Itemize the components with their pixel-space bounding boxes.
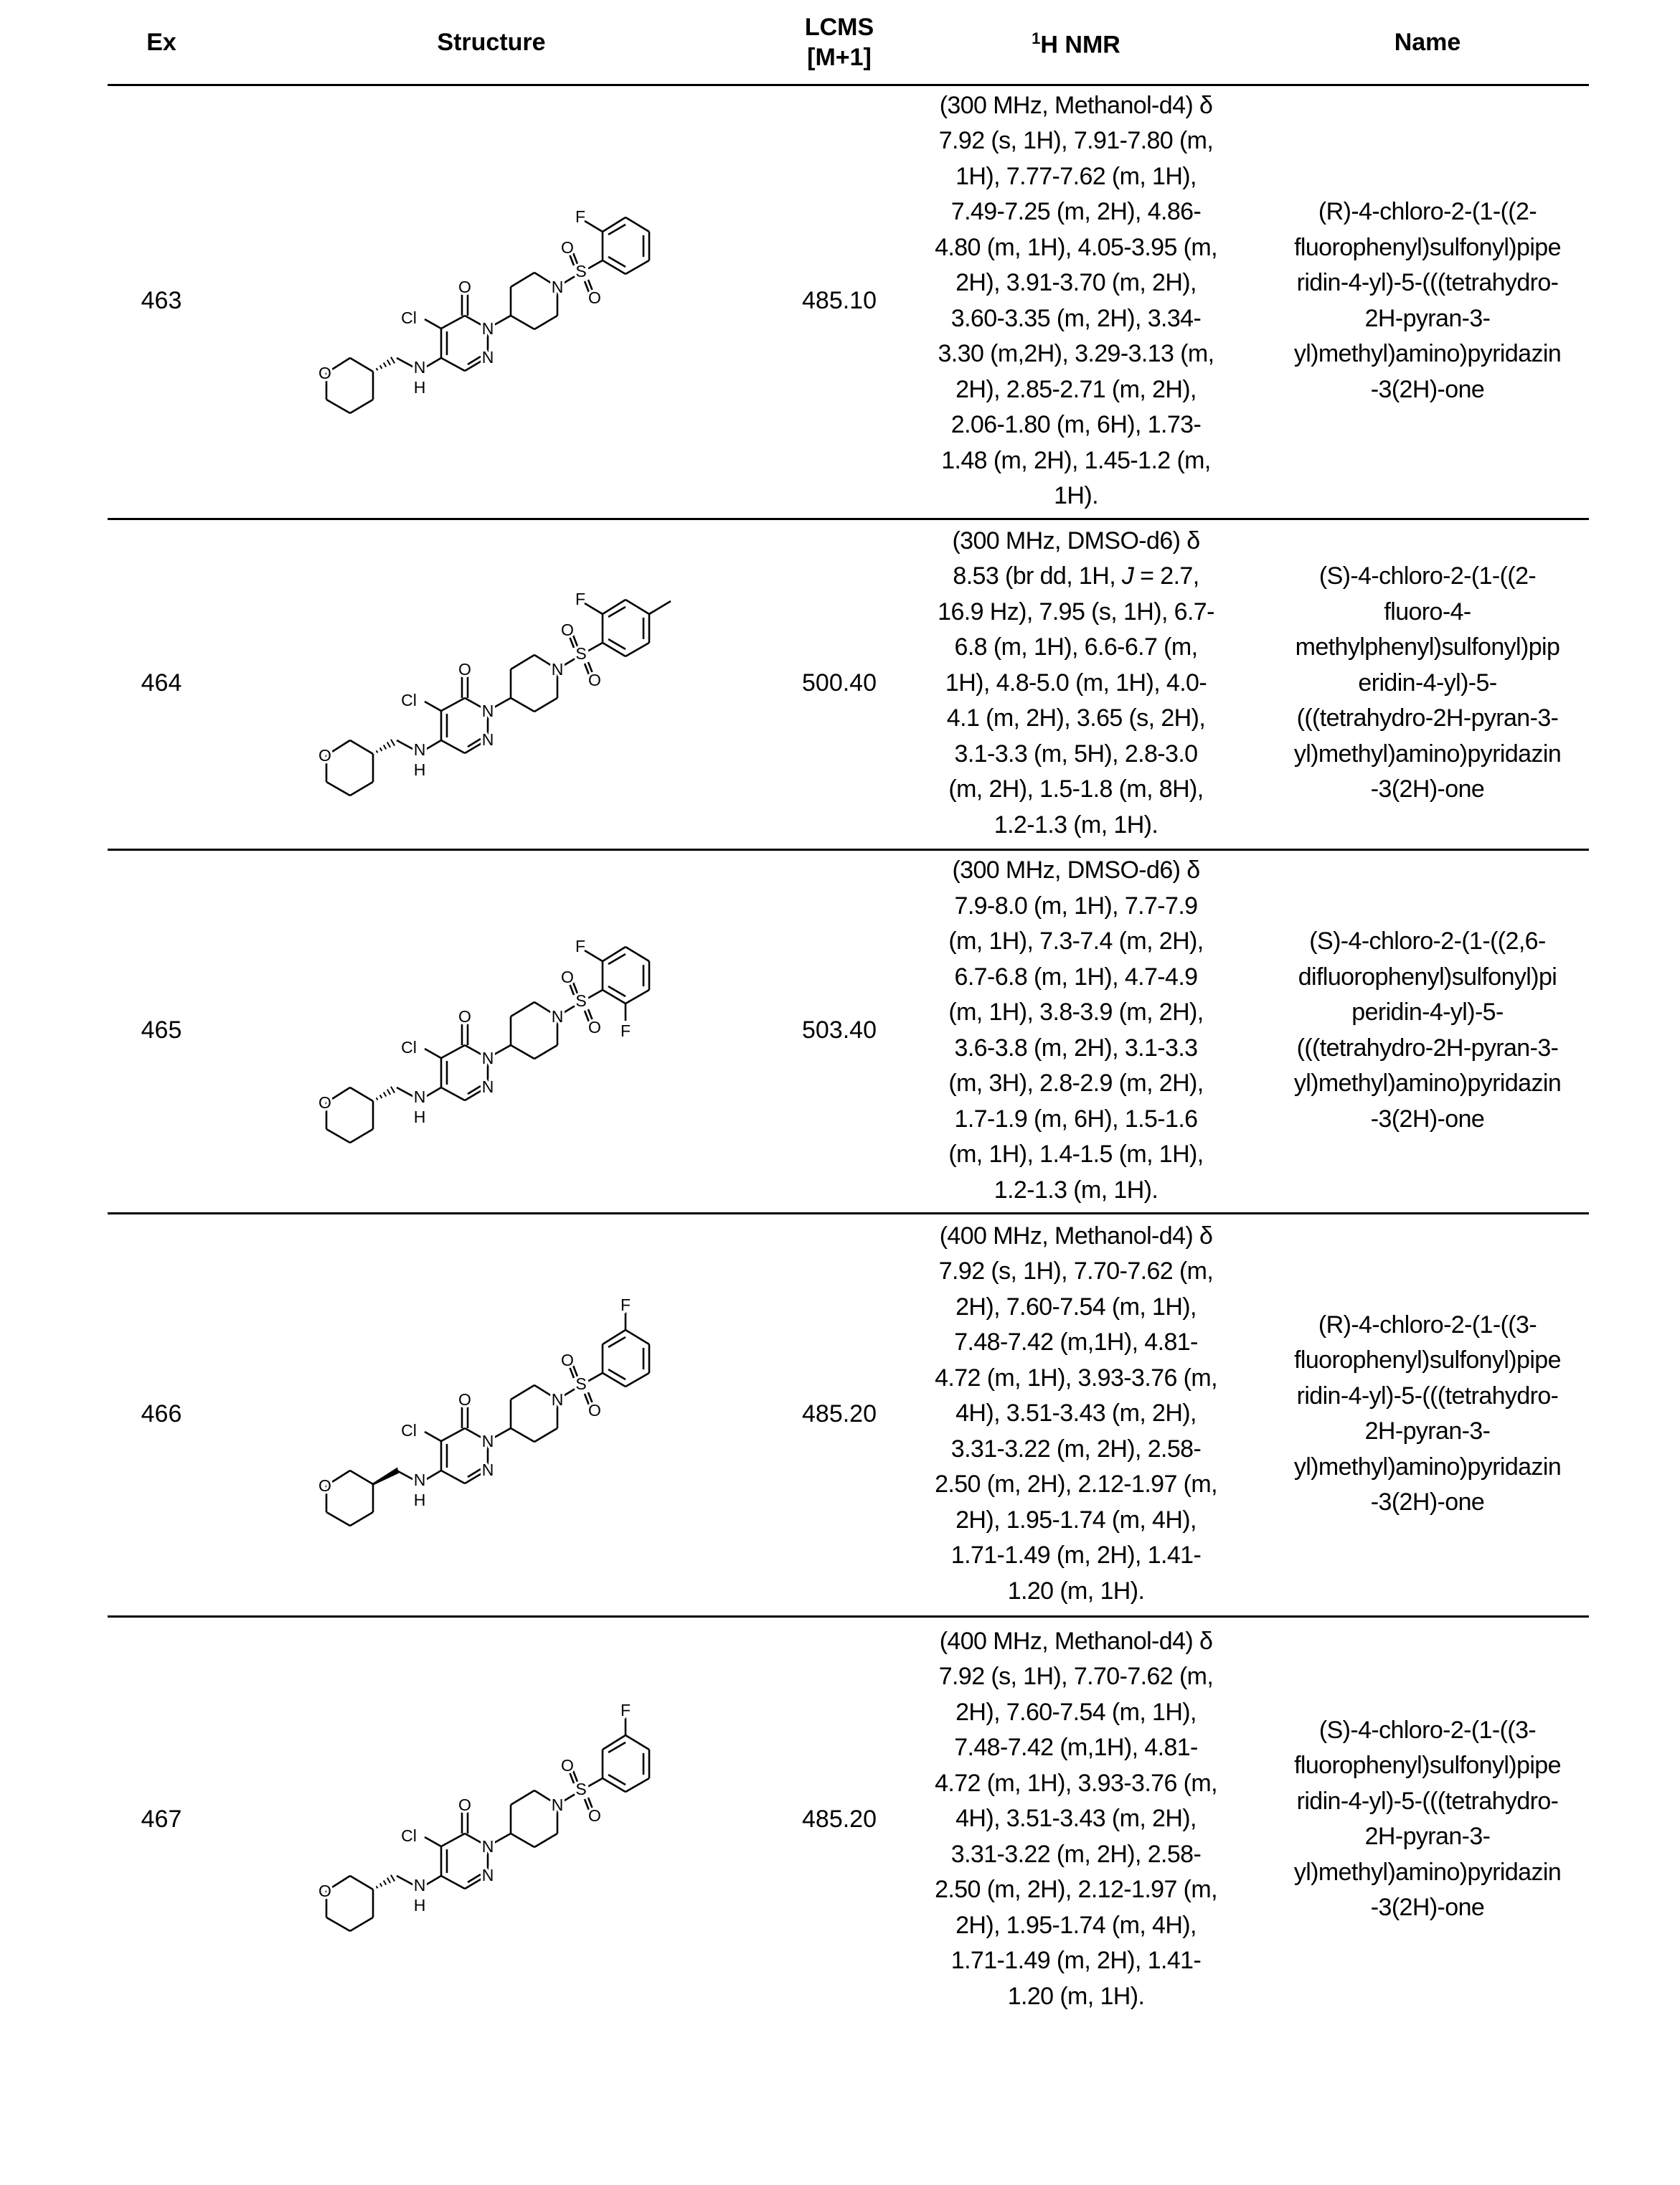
compound-name-line: ridin-4-yl)-5-(((tetrahydro-: [1297, 265, 1559, 301]
nmr-line: (300 MHz, DMSO-d6) δ: [952, 853, 1199, 889]
bond: [380, 1095, 382, 1098]
bond: [585, 221, 603, 232]
atom-label: H: [414, 1896, 426, 1915]
bond: [511, 1002, 534, 1016]
bond: [425, 1087, 441, 1097]
compound-name-line: methylphenyl)sulfonyl)pip: [1296, 630, 1560, 666]
nmr-line: 7.92 (s, 1H), 7.70-7.62 (m,: [939, 1659, 1214, 1695]
nmr-line: 3.1-3.3 (m, 5H), 2.8-3.0: [955, 737, 1198, 773]
atom-label: F: [620, 1021, 631, 1040]
bond: [384, 362, 387, 367]
bond: [626, 947, 649, 961]
bond: [425, 319, 441, 329]
header-name: Name: [1255, 0, 1600, 84]
nmr-line: (m, 1H), 3.8-3.9 (m, 2H),: [948, 995, 1203, 1031]
bond: [441, 1045, 465, 1058]
atom-label: H: [414, 1108, 426, 1126]
nmr-line: 4.72 (m, 1H), 3.93-3.76 (m,: [935, 1766, 1217, 1802]
atom-label: F: [575, 207, 585, 226]
compound-name-line: (((tetrahydro-2H-pyran-3-: [1297, 1031, 1559, 1067]
compound-name-cell: [1255, 84, 1600, 518]
bond: [603, 1373, 626, 1387]
atom-label: N: [482, 319, 494, 338]
bond: [377, 1098, 378, 1100]
bond: [534, 1045, 557, 1059]
bond: [425, 1876, 441, 1885]
atom-label: O: [318, 746, 331, 765]
bond: [626, 1735, 649, 1750]
nmr-line: 3.31-3.22 (m, 2H), 2.58-: [951, 1837, 1201, 1873]
compound-name-line: (S)-4-chloro-2-(1-((2,6-: [1309, 924, 1545, 960]
atom-label: S: [575, 644, 586, 663]
bond: [534, 316, 557, 329]
bond: [350, 1512, 373, 1526]
nmr-line: 7.48-7.42 (m,1H), 4.81-: [954, 1325, 1198, 1361]
nmr-line: 7.92 (s, 1H), 7.70-7.62 (m,: [939, 1254, 1214, 1290]
nmr-line: 2H), 7.60-7.54 (m, 1H),: [955, 1695, 1197, 1731]
atom-label: H: [414, 760, 426, 779]
structure-cell: [273, 1212, 710, 1615]
chemical-structure: [291, 562, 692, 806]
atom-label: O: [458, 660, 471, 679]
bond: [350, 782, 373, 796]
nmr-line: 7.92 (s, 1H), 7.91-7.80 (m,: [939, 123, 1214, 159]
bond: [350, 1471, 373, 1484]
header-lcms: [782, 0, 897, 84]
nmr-line: 7.48-7.42 (m,1H), 4.81-: [954, 1730, 1198, 1766]
atom-label: H: [414, 1491, 426, 1509]
header-ex: Ex: [108, 0, 215, 84]
compound-name-line: peridin-4-yl)-5-: [1351, 995, 1503, 1031]
nmr-line: 1.71-1.49 (m, 2H), 1.41-: [951, 1943, 1201, 1979]
bond: [441, 1471, 465, 1483]
table-row: [108, 1212, 1589, 1618]
bond: [511, 655, 534, 669]
bond: [350, 1917, 373, 1931]
nmr-line: 1H), 7.77-7.62 (m, 1H),: [955, 159, 1197, 195]
bond: [603, 1330, 626, 1344]
atom-label: O: [458, 1007, 471, 1026]
nmr-cell: [897, 1212, 1255, 1615]
nmr-line: 7.9-8.0 (m, 1H), 7.7-7.9: [955, 889, 1198, 925]
nmr-line: 1H), 4.8-5.0 (m, 1H), 4.0-: [945, 666, 1207, 702]
bond: [391, 357, 395, 363]
lcms-value: 503.40: [782, 849, 897, 1212]
bond: [350, 740, 373, 754]
nmr-line: 1H).: [1054, 478, 1098, 514]
atom-label: S: [575, 1374, 586, 1393]
atom-label: O: [588, 1018, 601, 1037]
nmr-line: 2H), 2.85-2.71 (m, 2H),: [955, 372, 1197, 408]
structure-cell: [273, 849, 710, 1212]
atom-label: O: [588, 288, 601, 307]
nmr-line: 2.50 (m, 2H), 2.12-1.97 (m,: [935, 1467, 1217, 1503]
atom-label: O: [458, 1390, 471, 1409]
nmr-line: 1.20 (m, 1H).: [1008, 1979, 1145, 2015]
atom-label: O: [588, 1806, 601, 1825]
header-lcms-line1: LCMS: [805, 14, 874, 41]
atom-label: Cl: [401, 1421, 417, 1440]
compound-name-line: difluorophenyl)sulfonyl)pi: [1298, 960, 1557, 996]
nmr-line: 2H), 3.91-3.70 (m, 2H),: [955, 265, 1197, 301]
bond: [384, 745, 387, 749]
bond: [425, 740, 441, 750]
compound-name-line: ridin-4-yl)-5-(((tetrahydro-: [1297, 1379, 1559, 1415]
bond: [511, 1834, 534, 1847]
nmr-line: 4.1 (m, 2H), 3.65 (s, 2H),: [947, 701, 1205, 737]
nmr-line: 6.7-6.8 (m, 1H), 4.7-4.9: [955, 960, 1198, 996]
atom-label: O: [561, 968, 574, 986]
compound-name-cell: [1255, 518, 1600, 849]
bond: [603, 217, 626, 232]
atom-label: N: [482, 1837, 494, 1856]
nmr-line: 2H), 1.95-1.74 (m, 4H),: [955, 1908, 1197, 1944]
chemical-structure: [291, 909, 692, 1153]
bond: [387, 742, 390, 747]
bond: [441, 1428, 465, 1441]
table-row: [108, 1615, 1589, 2023]
bond: [441, 316, 465, 329]
bond: [326, 782, 350, 796]
compound-name-cell: [1255, 1212, 1600, 1615]
bond: [603, 260, 626, 274]
bond: [397, 358, 414, 367]
atom-label: O: [458, 1795, 471, 1814]
bond: [441, 1876, 465, 1889]
atom-label: S: [575, 991, 586, 1010]
atom-label: N: [482, 1432, 494, 1450]
nmr-line: (m, 3H), 2.8-2.9 (m, 2H),: [948, 1066, 1203, 1102]
atom-label: F: [620, 1296, 631, 1314]
atom-label: F: [620, 1701, 631, 1719]
nmr-line: 3.30 (m,2H), 3.29-3.13 (m,: [938, 336, 1214, 372]
bond: [425, 358, 441, 367]
atom-label: O: [588, 671, 601, 689]
atom-label: N: [482, 702, 494, 720]
bond: [603, 1735, 626, 1750]
atom-label: N: [482, 1049, 494, 1067]
bond: [511, 1790, 534, 1805]
compound-name-line: 2H-pyran-3-: [1365, 1819, 1491, 1855]
nmr-line: 1.7-1.9 (m, 6H), 1.5-1.6: [955, 1102, 1198, 1138]
bond: [380, 747, 382, 751]
bond: [391, 1086, 395, 1092]
bond: [377, 1886, 378, 1888]
bond: [387, 1089, 390, 1094]
bond: [511, 273, 534, 287]
atom-label: S: [575, 262, 586, 280]
atom-label: O: [318, 1882, 331, 1900]
bond: [380, 1883, 382, 1887]
bond: [377, 368, 378, 370]
atom-label: N: [552, 278, 564, 296]
bond: [511, 1428, 534, 1442]
atom-label: F: [575, 590, 585, 608]
bond: [384, 1092, 387, 1096]
bond: [326, 400, 350, 413]
atom-label: N: [482, 1077, 494, 1096]
bond: [626, 217, 649, 232]
lcms-value: 485.20: [782, 1212, 897, 1615]
bond: [425, 702, 441, 711]
atom-label: N: [552, 1390, 564, 1409]
bond: [441, 740, 465, 753]
nmr-cell: [897, 518, 1255, 849]
compound-name-line: fluorophenyl)sulfonyl)pipe: [1294, 1343, 1561, 1379]
nmr-line: 2.50 (m, 2H), 2.12-1.97 (m,: [935, 1872, 1217, 1908]
bond: [380, 365, 382, 369]
compound-name-line: ridin-4-yl)-5-(((tetrahydro-: [1297, 1784, 1559, 1820]
bond: [397, 1087, 414, 1097]
nmr-line: 3.6-3.8 (m, 2H), 3.1-3.3: [955, 1031, 1198, 1067]
nmr-line: (400 MHz, Methanol-d4) δ: [940, 1624, 1213, 1660]
atom-label: S: [575, 1780, 586, 1798]
bond: [534, 698, 557, 712]
bond: [626, 1778, 649, 1792]
bond: [326, 1512, 350, 1526]
bond: [603, 600, 626, 614]
bond: [603, 947, 626, 961]
lcms-value: 500.40: [782, 518, 897, 849]
bond: [534, 1428, 557, 1442]
table-row: [108, 518, 1589, 851]
nmr-line: 16.9 Hz), 7.95 (s, 1H), 6.7-: [938, 595, 1214, 631]
nmr-line: (m, 2H), 1.5-1.8 (m, 8H),: [948, 772, 1203, 808]
bond: [441, 358, 465, 371]
compound-name-line: (S)-4-chloro-2-(1-((3-: [1319, 1713, 1536, 1749]
lcms-value: 485.10: [782, 84, 897, 518]
bond: [585, 603, 603, 614]
bond: [649, 601, 671, 614]
compound-name-line: (S)-4-chloro-2-(1-((2-: [1319, 559, 1536, 595]
atom-label: N: [414, 358, 426, 377]
bond: [387, 1878, 390, 1883]
compound-name-line: (R)-4-chloro-2-(1-((3-: [1318, 1308, 1537, 1344]
nmr-cell: [897, 849, 1255, 1212]
nmr-line: 2H), 7.60-7.54 (m, 1H),: [955, 1290, 1197, 1326]
structure-cell: [273, 1615, 710, 2023]
compound-name-line: fluorophenyl)sulfonyl)pipe: [1294, 230, 1561, 266]
bond: [350, 1087, 373, 1101]
atom-label: Cl: [401, 308, 417, 327]
atom-label: Cl: [401, 691, 417, 709]
bond: [397, 740, 414, 750]
atom-label: N: [482, 1866, 494, 1884]
compound-name-line: eridin-4-yl)-5-: [1358, 666, 1496, 702]
atom-label: Cl: [401, 1826, 417, 1845]
compound-name-line: 2H-pyran-3-: [1365, 1414, 1491, 1450]
bond: [585, 950, 603, 961]
bond: [350, 358, 373, 372]
bond: [626, 1330, 649, 1344]
nmr-line: 4.80 (m, 1H), 4.05-3.95 (m,: [935, 230, 1217, 266]
atom-label: O: [458, 278, 471, 296]
header-nmr-label: H NMR: [1040, 32, 1120, 59]
example-number: 465: [108, 849, 215, 1212]
header-nmr: [897, 0, 1255, 84]
compound-name-line: -3(2H)-one: [1371, 1890, 1484, 1926]
nmr-line: 1.20 (m, 1H).: [1008, 1574, 1145, 1610]
bond: [511, 316, 534, 329]
bond: [387, 359, 390, 364]
nmr-line: 1.48 (m, 2H), 1.45-1.2 (m,: [941, 443, 1211, 479]
atom-label: N: [552, 1795, 564, 1814]
compound-name-line: (R)-4-chloro-2-(1-((2-: [1318, 194, 1537, 230]
nmr-cell: [897, 1615, 1255, 2023]
nmr-line: 1.2-1.3 (m, 1H).: [994, 1173, 1158, 1209]
compound-name-cell: [1255, 1615, 1600, 2023]
bond: [425, 1432, 441, 1441]
table-row: [108, 84, 1589, 520]
nmr-line: 3.60-3.35 (m, 2H), 3.34-: [951, 301, 1201, 337]
atom-label: N: [414, 1876, 426, 1894]
bond: [441, 1087, 465, 1100]
bond: [511, 1385, 534, 1400]
nmr-line: 4.72 (m, 1H), 3.93-3.76 (m,: [935, 1361, 1217, 1397]
example-number: 467: [108, 1615, 215, 2023]
nmr-line: (300 MHz, DMSO-d6) δ: [952, 524, 1199, 560]
bond: [391, 739, 395, 745]
atom-label: F: [575, 937, 585, 955]
atom-label: N: [414, 740, 426, 759]
atom-label: H: [414, 378, 426, 397]
compound-name-line: yl)methyl)amino)pyridazin: [1294, 1855, 1561, 1891]
nmr-line: 7.49-7.25 (m, 2H), 4.86-: [951, 194, 1201, 230]
bond: [377, 750, 378, 752]
compound-name-line: -3(2H)-one: [1371, 772, 1484, 808]
lcms-value: 485.20: [782, 1615, 897, 2023]
bond: [384, 1881, 387, 1885]
bond: [626, 1373, 649, 1387]
bond: [350, 400, 373, 413]
chemical-structure: [291, 1697, 692, 1941]
nmr-line: (m, 1H), 1.4-1.5 (m, 1H),: [948, 1137, 1203, 1173]
bond: [397, 1876, 414, 1885]
example-number: 463: [108, 84, 215, 518]
structure-cell: [273, 518, 710, 849]
nmr-line: 4H), 3.51-3.43 (m, 2H),: [955, 1801, 1197, 1837]
compound-name-line: -3(2H)-one: [1371, 1102, 1484, 1138]
bond: [397, 1471, 414, 1480]
nmr-line: 2H), 1.95-1.74 (m, 4H),: [955, 1503, 1197, 1539]
nmr-line: 1.71-1.49 (m, 2H), 1.41-: [951, 1538, 1201, 1574]
atom-label: O: [561, 620, 574, 639]
bond: [350, 1129, 373, 1143]
bond: [626, 990, 649, 1004]
compound-name-line: -3(2H)-one: [1371, 372, 1484, 408]
chemical-structure: [291, 1292, 692, 1536]
nmr-line: 1.2-1.3 (m, 1H).: [994, 808, 1158, 844]
nmr-cell: [897, 84, 1255, 518]
bond: [391, 1875, 395, 1882]
compound-name-line: 2H-pyran-3-: [1365, 301, 1491, 337]
bond: [603, 990, 626, 1004]
wedge-bond: [373, 1469, 397, 1484]
bond: [441, 698, 465, 711]
nmr-line: (m, 1H), 7.3-7.4 (m, 2H),: [948, 924, 1203, 960]
bond: [425, 1471, 441, 1480]
nmr-line: (400 MHz, Methanol-d4) δ: [940, 1219, 1213, 1255]
header-lcms-line2: [M+1]: [807, 44, 872, 71]
nmr-line: 4H), 3.51-3.43 (m, 2H),: [955, 1396, 1197, 1432]
compound-name-line: yl)methyl)amino)pyridazin: [1294, 737, 1561, 773]
nmr-line: 8.53 (br dd, 1H, J = 2.7,: [953, 559, 1199, 595]
bond: [326, 1917, 350, 1931]
atom-label: N: [414, 1087, 426, 1106]
compound-name-cell: [1255, 849, 1600, 1212]
bond: [603, 643, 626, 656]
atom-label: N: [552, 1007, 564, 1026]
compound-name-line: fluorophenyl)sulfonyl)pipe: [1294, 1748, 1561, 1784]
atom-label: N: [414, 1471, 426, 1489]
atom-label: Cl: [401, 1038, 417, 1057]
bond: [441, 1834, 465, 1846]
atom-label: O: [588, 1401, 601, 1420]
example-number: 466: [108, 1212, 215, 1615]
bond: [425, 1049, 441, 1058]
structure-cell: [273, 84, 710, 518]
nmr-line: 2.06-1.80 (m, 6H), 1.73-: [951, 407, 1201, 443]
table-header: [108, 0, 1589, 86]
bond: [534, 1834, 557, 1847]
compound-name-line: fluoro-4-: [1384, 595, 1471, 631]
atom-label: N: [482, 348, 494, 367]
nmr-line: (300 MHz, Methanol-d4) δ: [940, 88, 1213, 124]
bond: [350, 1876, 373, 1889]
compound-name-line: yl)methyl)amino)pyridazin: [1294, 1450, 1561, 1486]
example-number: 464: [108, 518, 215, 849]
atom-label: N: [552, 660, 564, 679]
atom-label: O: [318, 364, 331, 382]
table-row: [108, 849, 1589, 1214]
bond: [603, 1778, 626, 1792]
bond: [326, 1129, 350, 1143]
atom-label: O: [318, 1476, 331, 1495]
bond: [626, 260, 649, 274]
bond: [425, 1837, 441, 1846]
chemical-structure: [291, 179, 692, 423]
bond: [626, 600, 649, 614]
nmr-line: 6.8 (m, 1H), 6.6-6.7 (m,: [955, 630, 1198, 666]
atom-label: O: [561, 238, 574, 257]
atom-label: N: [482, 1460, 494, 1479]
compound-name-line: yl)methyl)amino)pyridazin: [1294, 336, 1561, 372]
compound-name-line: (((tetrahydro-2H-pyran-3-: [1297, 701, 1559, 737]
compound-name-line: -3(2H)-one: [1371, 1485, 1484, 1521]
atom-label: O: [318, 1093, 331, 1112]
atom-label: N: [482, 730, 494, 749]
bond: [511, 698, 534, 712]
bond: [511, 1045, 534, 1059]
atom-label: O: [561, 1351, 574, 1369]
atom-label: O: [561, 1756, 574, 1775]
header-structure: Structure: [273, 0, 710, 84]
nmr-line: 3.31-3.22 (m, 2H), 2.58-: [951, 1432, 1201, 1468]
bond: [626, 643, 649, 656]
header-nmr-sup: 1: [1032, 29, 1040, 47]
compound-name-line: yl)methyl)amino)pyridazin: [1294, 1066, 1561, 1102]
